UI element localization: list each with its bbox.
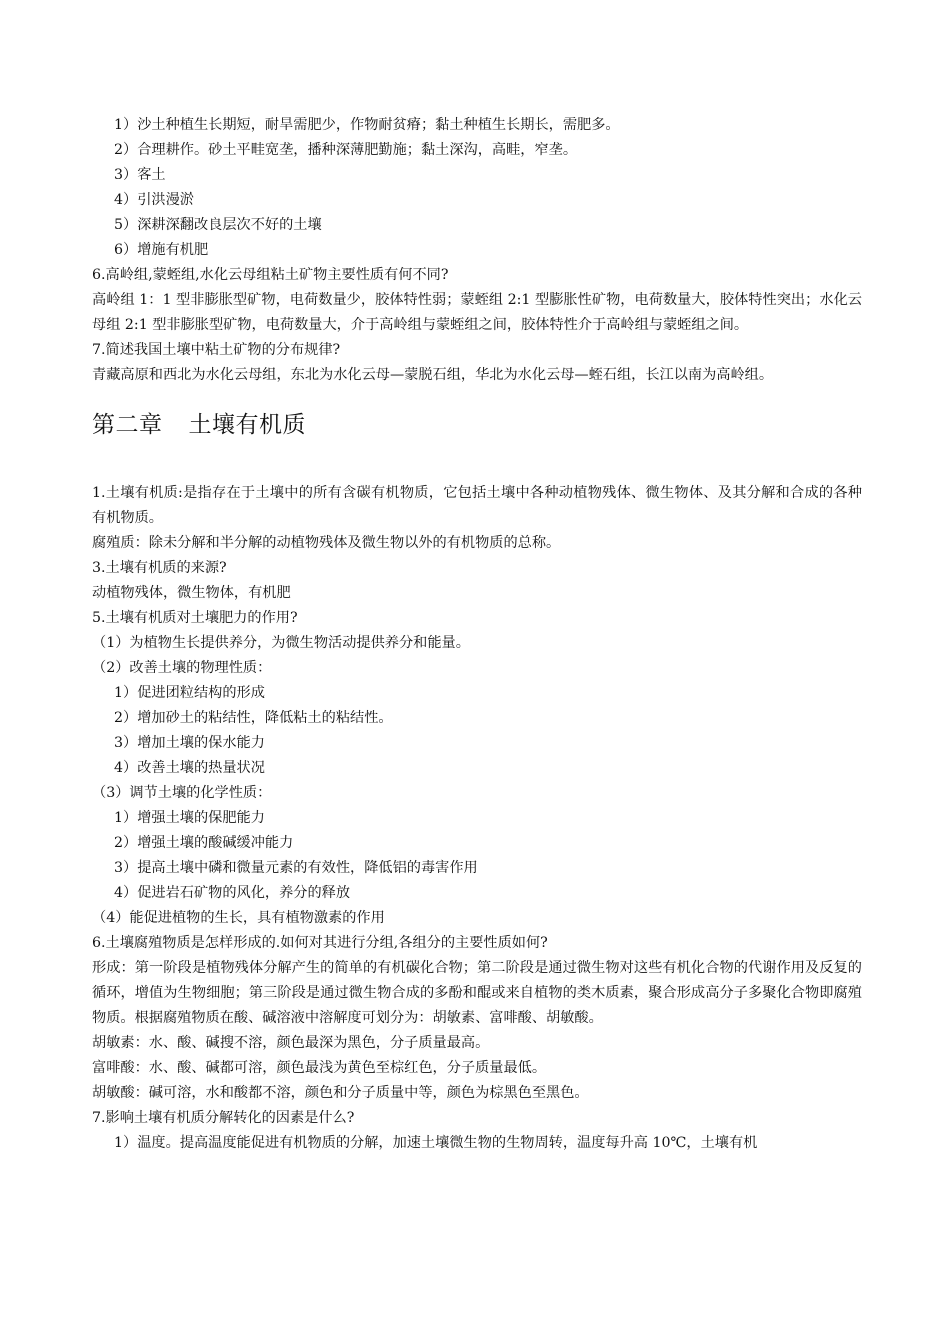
- list-item: 1）温度。提高温度能促进有机物质的分解，加速土壤微生物的生物周转，温度每升高 10℃，土壤有机: [114, 1135, 758, 1151]
- list-item: 4）引洪漫淤: [114, 192, 194, 208]
- chapter-number: 第二章: [92, 412, 163, 438]
- list-item: 2）增强土壤的酸碱缓冲能力: [114, 835, 294, 851]
- point-1: （1）为植物生长提供养分，为微生物活动提供养分和能量。: [92, 635, 470, 651]
- list-item: 2）增加砂土的粘结性，降低粘土的粘结性。: [114, 710, 393, 726]
- list-item: 1）促进团粒结构的形成: [114, 685, 265, 701]
- definition-humus: 腐殖质：除未分解和半分解的动植物残体及微生物以外的有机物质的总称。: [92, 535, 561, 551]
- list-item: 1）沙土种植生长期短，耐旱需肥少，作物耐贫瘠；黏土种植生长期长，需肥多。: [114, 117, 620, 133]
- question-6: 6.高岭组,蒙蛭组,水化云母组粘土矿物主要性质有何不同?: [92, 267, 449, 283]
- list-item: 3）增加土壤的保水能力: [114, 735, 265, 751]
- list-item: 3）客土: [114, 167, 166, 183]
- point-3: （3）调节土壤的化学性质：: [92, 785, 272, 801]
- list-item: 3）提高土壤中磷和微量元素的有效性，降低铝的毒害作用: [114, 860, 478, 876]
- chapter-title: 土壤有机质: [188, 412, 306, 438]
- humin-line: 胡敏素：水、酸、碱搜不溶，颜色最深为黑色，分子质量最高。: [92, 1035, 490, 1051]
- question-6b: 6.土壤腐殖物质是怎样形成的.如何对其进行分组,各组分的主要性质如何?: [92, 935, 548, 951]
- formation-paragraph: 形成：第一阶段是植物残体分解产生的简单的有机碳化合物；第二阶段是通过微生物对这些有机化合物的代谢作用及反复的循环，增值为生物细胞；第三阶段是通过微生物合成的多酚和醌或来自植物的类木质素，聚合形成高分子多聚化合物即腐殖物质。根据腐殖物质在酸、碱溶液中溶解度可划分为：胡敏素、富啡酸、胡敏酸。: [92, 960, 862, 1026]
- question-3: 3.土壤有机质的来源?: [92, 560, 227, 576]
- answer-7: 青藏高原和西北为水化云母组，东北为水化云母—蒙脱石组，华北为水化云母—蛭石组，长江以南为高岭组。: [92, 367, 774, 383]
- question-7: 7.简述我国土壤中粘土矿物的分布规律?: [92, 342, 341, 358]
- point-4: （4）能促进植物的生长，具有植物激素的作用: [92, 910, 385, 926]
- chapter-heading: [92, 409, 862, 441]
- list-item: 4）促进岩石矿物的风化，养分的释放: [114, 885, 351, 901]
- list-item: 4）改善土壤的热量状况: [114, 760, 265, 776]
- answer-3: 动植物残体，微生物体，有机肥: [92, 585, 291, 601]
- list-item: 5）深耕深翻改良层次不好的土壤: [114, 217, 322, 233]
- definition-organic-matter: 1.土壤有机质:是指存在于土壤中的所有含碳有机物质，它包括土壤中各种动植物残体、微生物体、及其分解和合成的各种有机物质。: [92, 485, 862, 526]
- question-7b: 7.影响土壤有机质分解转化的因素是什么?: [92, 1110, 355, 1126]
- fulvic-acid-line: 富啡酸：水、酸、碱都可溶，颜色最浅为黄色至棕红色，分子质量最低。: [92, 1060, 547, 1076]
- question-5: 5.土壤有机质对土壤肥力的作用?: [92, 610, 298, 626]
- answer-6: 高岭组 1：1 型非膨胀型矿物，电荷数量少，胶体特性弱；蒙蛭组 2:1 型膨胀性矿物，电荷数量大，胶体特性突出；水化云母组 2:1 型非膨胀型矿物，电荷数量大，介于高岭组与蒙蛭组之间，胶体特性介于高岭组与蒙蛭组之间。: [92, 292, 862, 333]
- list-item: 6）增施有机肥: [114, 242, 209, 258]
- document-page: [92, 113, 862, 1156]
- humic-acid-line: 胡敏酸：碱可溶，水和酸都不溶，颜色和分子质量中等，颜色为棕黑色至黑色。: [92, 1085, 589, 1101]
- point-2: （2）改善土壤的物理性质：: [92, 660, 272, 676]
- list-item: 2）合理耕作。砂土平畦宽垄，播种深薄肥勤施；黏土深沟，高畦，窄垄。: [114, 142, 578, 158]
- list-item: 1）增强土壤的保肥能力: [114, 810, 265, 826]
